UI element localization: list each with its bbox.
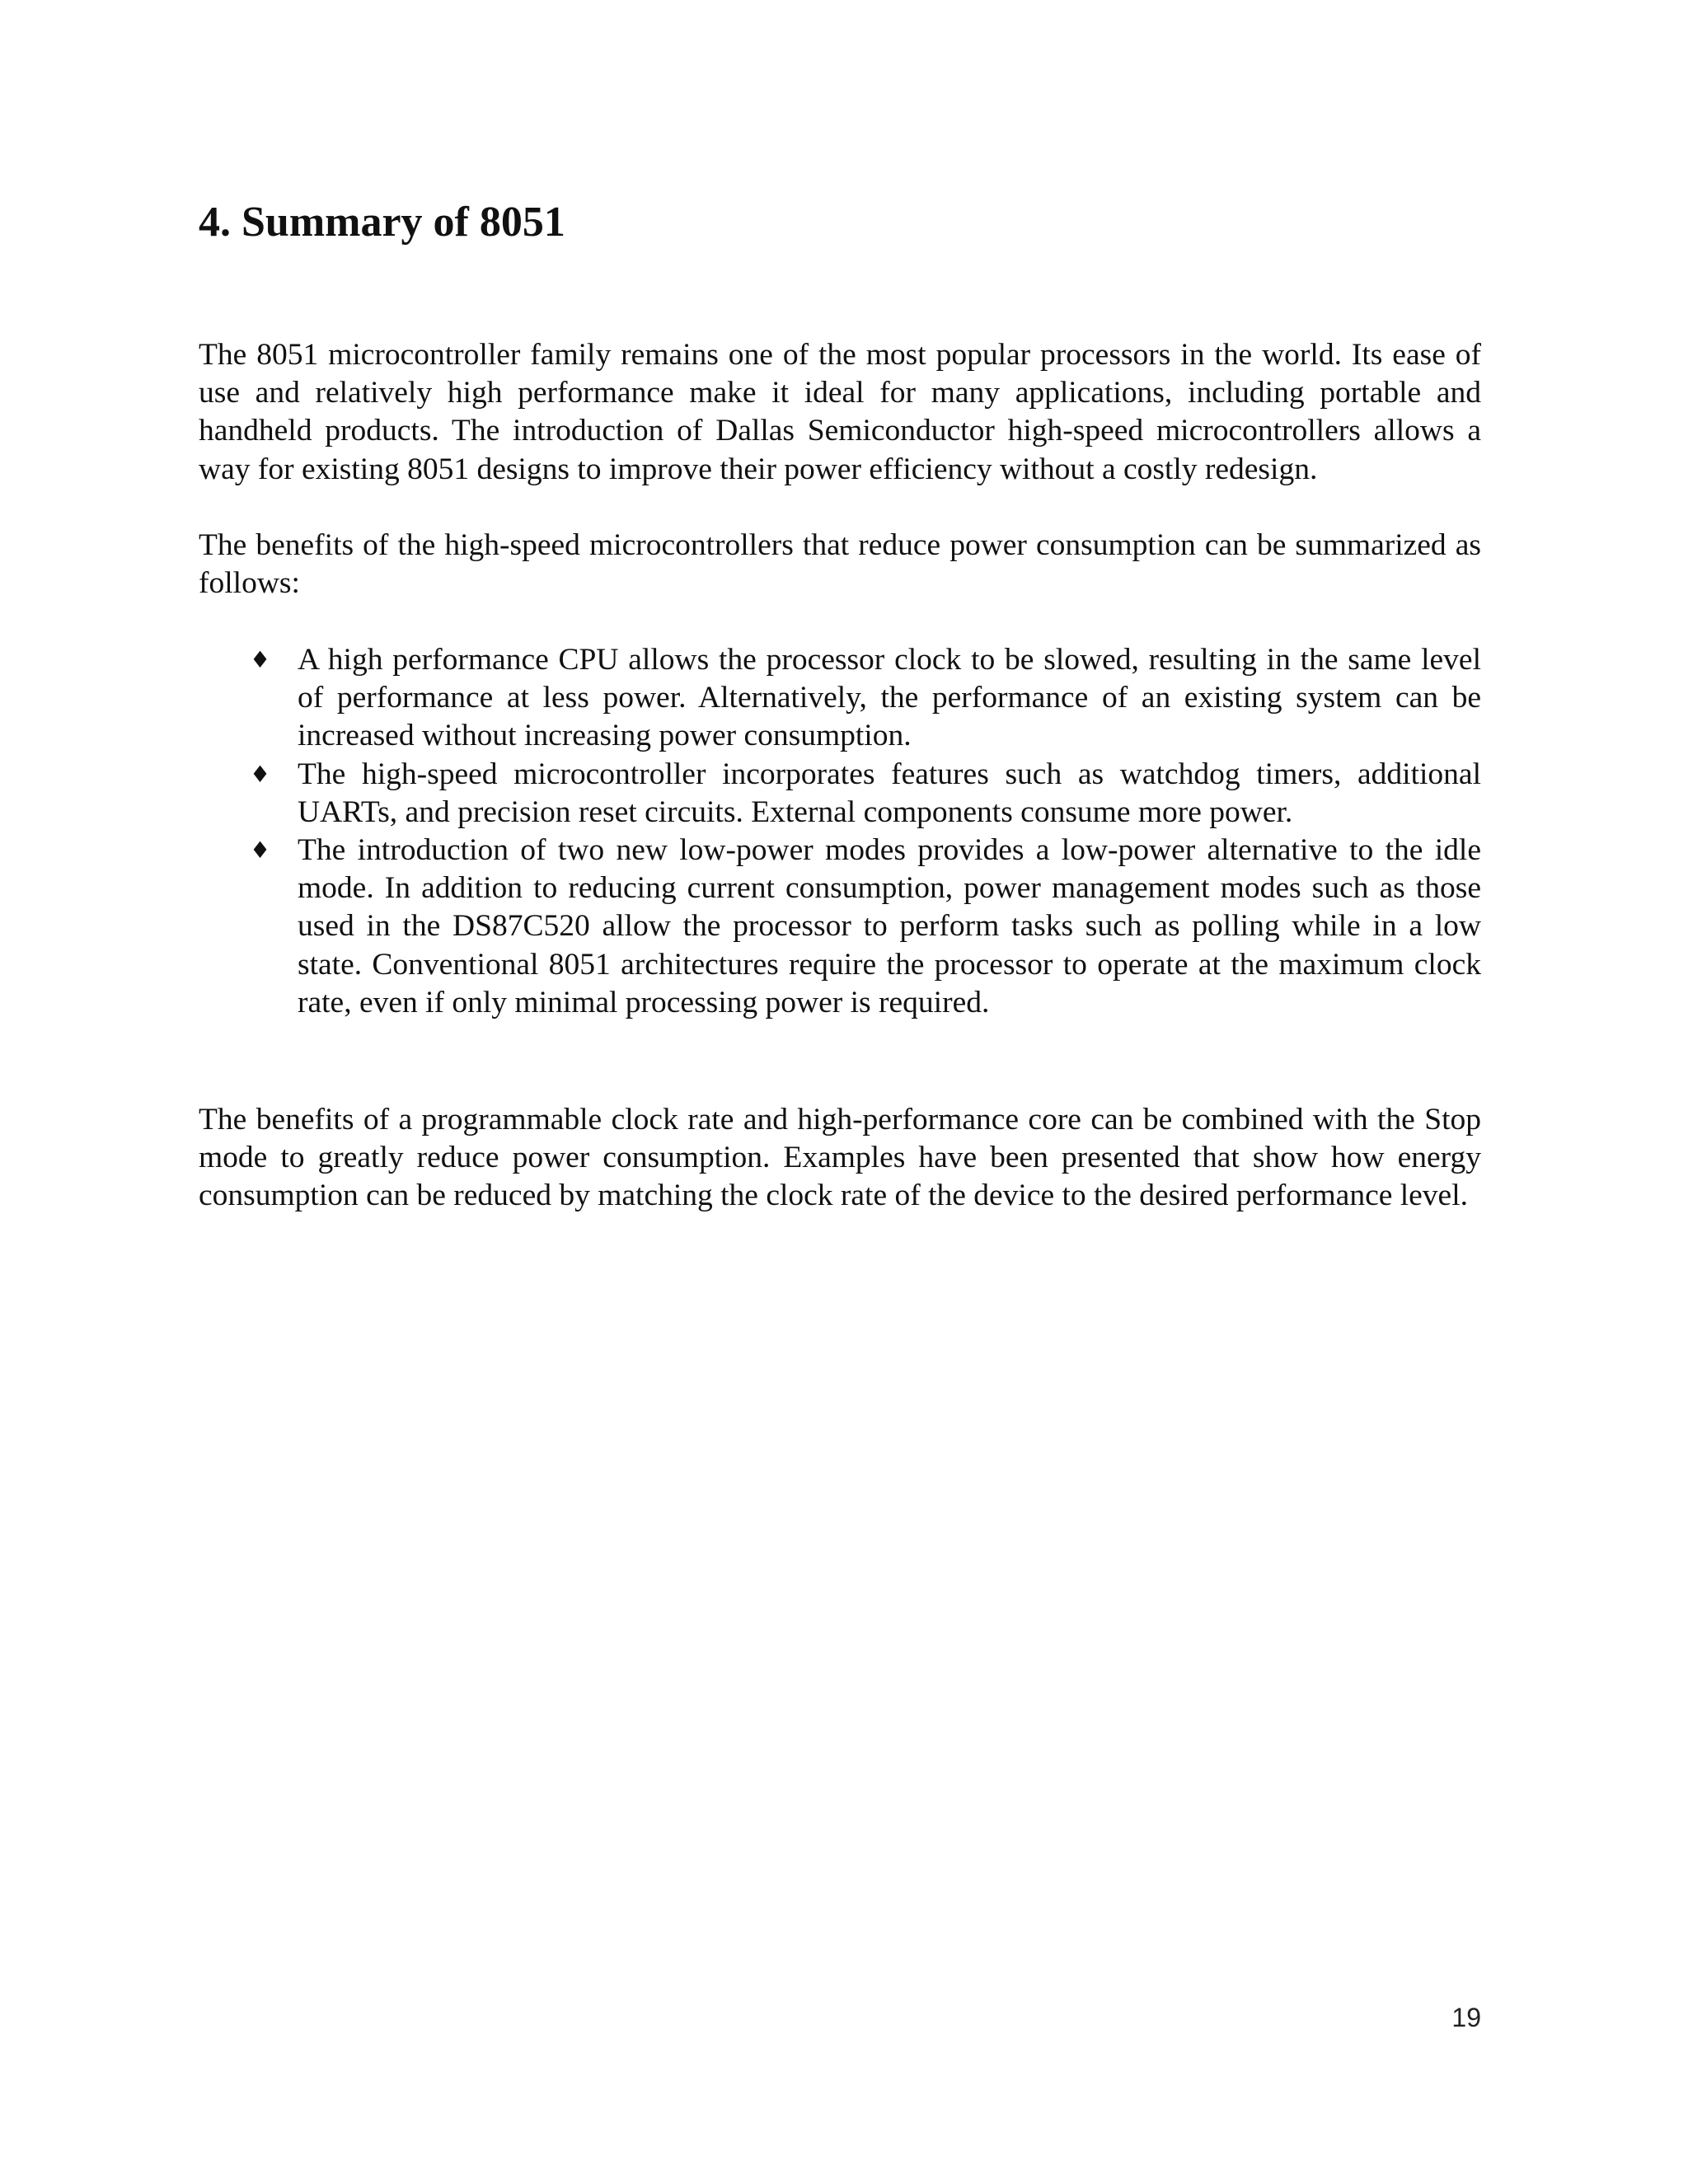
intro-paragraph-1: The 8051 microcontroller family remains one of the most popular processors in the world. Its ease of use and relatively high performance make it ideal for many applications, including portable and handheld products. The introduction of Dallas Semiconductor high-speed microcontrollers allows a way for existing 8051 designs to improve their power efficiency without a costly redesign. xyxy=(199,338,1481,486)
list-item xyxy=(199,641,1481,756)
closing-paragraph: The benefits of a programmable clock rate and high-performance core can be combined with the Stop mode to greatly reduce power consumption. Examples have been presented that show how energy consumption can be reduced by matching the clock rate of the device to the desired performance level. xyxy=(199,1103,1481,1213)
list-item xyxy=(199,832,1481,1022)
diamond-bullet-icon: ♦ xyxy=(250,646,271,673)
benefits-list xyxy=(199,641,1481,1022)
intro-paragraph-2: The benefits of the high-speed microcontrollers that reduce power consumption can be summarized as follows: xyxy=(199,528,1481,601)
list-item-text: The introduction of two new low-power modes provides a low-power alternative to the idle mode. In addition to reducing current consumption, power management modes such as those used in the DS87C520 allow the processor to perform tasks such as polling while in a low state. Conventional 8051 architectures require the processor to operate at the maximum clock rate, even if only minimal processing power is required. xyxy=(298,833,1481,1019)
page-number: 19 xyxy=(1451,2003,1481,2032)
list-item-text: A high performance CPU allows the processor clock to be slowed, resulting in the same level of performance at less power. Alternatively, the performance of an existing system can be increased without increasing power consumption. xyxy=(298,643,1481,753)
section-heading: 4. Summary of 8051 xyxy=(199,199,565,246)
list-item xyxy=(199,756,1481,832)
list-item-text: The high-speed microcontroller incorporates features such as watchdog timers, additional UARTs, and precision reset circuits. External components consume more power. xyxy=(298,757,1481,829)
diamond-bullet-icon: ♦ xyxy=(250,760,271,788)
diamond-bullet-icon: ♦ xyxy=(250,837,271,865)
